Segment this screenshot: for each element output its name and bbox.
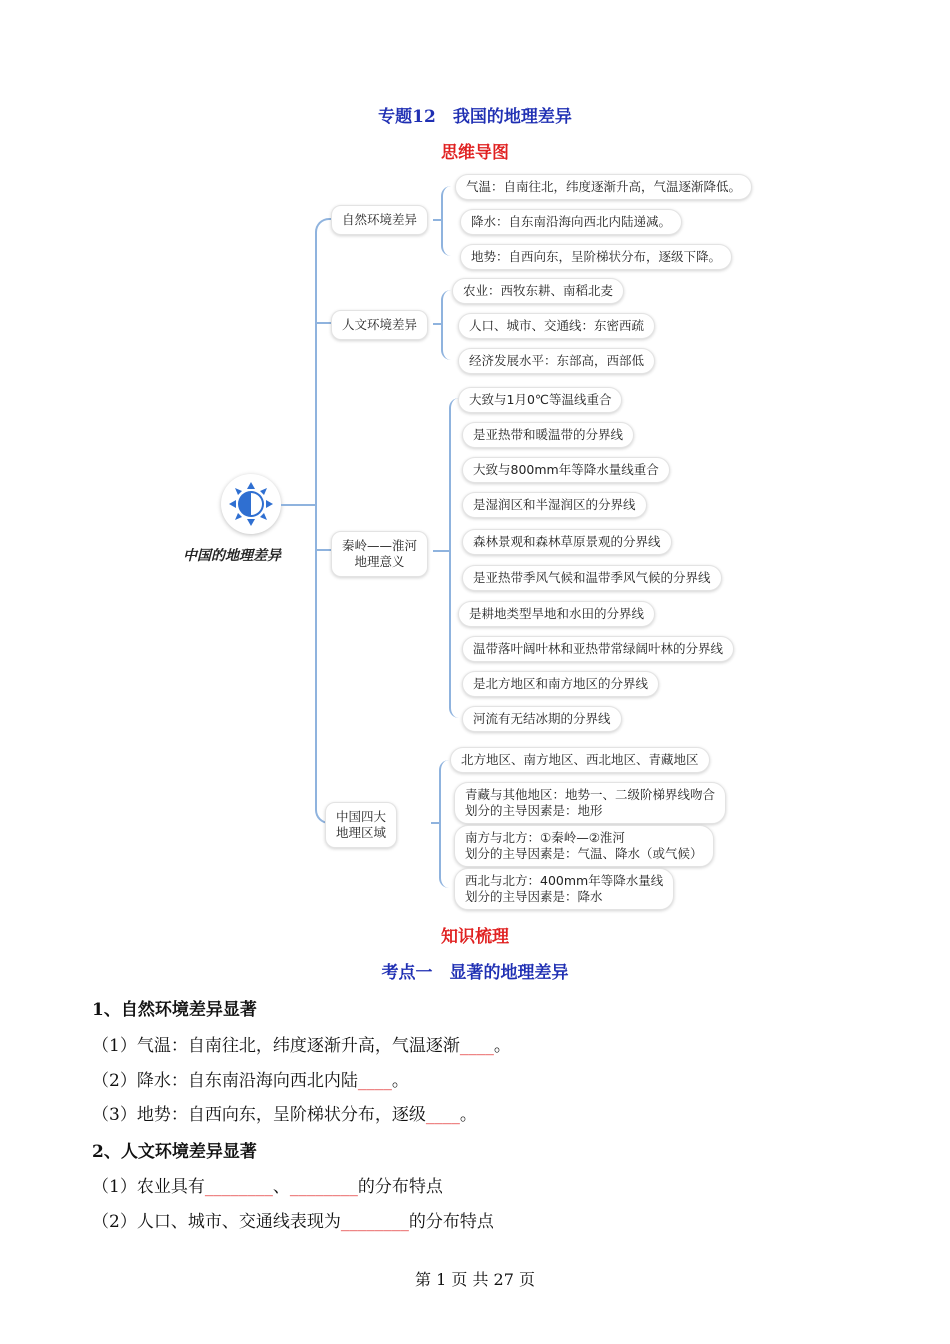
qinling-item-9: 是北方地区和南方地区的分界线 — [462, 671, 659, 697]
line-text: （1）农业具有 — [92, 1177, 205, 1197]
section-1-line-3 — [92, 1100, 477, 1125]
fill-blank[interactable]: ____ — [357, 1071, 392, 1091]
fill-blank[interactable]: ________ — [289, 1177, 358, 1197]
page-footer: 第 1 页 共 27 页 — [415, 1270, 535, 1289]
line-end: 的分布特点 — [357, 1177, 443, 1197]
regions-item-1-text: 北方地区、南方地区、西北地区、青藏地区 — [461, 752, 699, 767]
regions-item-4-line1: 西北与北方：400mm年等降水量线 — [465, 873, 664, 888]
knowledge-title: 知识梳理 — [441, 927, 509, 947]
category-regions-label-2: 地理区域 — [336, 825, 387, 840]
line-separator: 、 — [272, 1177, 290, 1197]
root-node — [221, 474, 281, 534]
category-four-regions — [325, 802, 397, 848]
regions-item-2-line2: 划分的主导因素是：地形 — [465, 803, 603, 818]
line-text: （1）气温：自南往北，纬度逐渐升高，气温逐渐 — [92, 1036, 460, 1056]
qinling-item-4: 是湿润区和半湿润区的分界线 — [462, 492, 647, 518]
category-qinling-label-1: 秦岭——淮河 — [342, 538, 418, 553]
regions-item-1 — [450, 747, 710, 773]
qinling-item-7: 是耕地类型旱地和水田的分界线 — [458, 601, 655, 627]
root-label: 中国的地理差异 — [183, 548, 281, 564]
section-1-heading: 1、自然环境差异显著 — [92, 1000, 257, 1020]
natural-item-temperature: 气温：自南往北，纬度逐渐升高，气温逐渐降低。 — [455, 174, 752, 200]
section-2-heading: 2、人文环境差异显著 — [92, 1142, 257, 1162]
regions-item-4-line2: 划分的主导因素是：降水 — [465, 889, 603, 904]
regions-item-4 — [454, 868, 674, 910]
section-2-line-2 — [92, 1207, 494, 1232]
human-item-economy: 经济发展水平：东部高，西部低 — [458, 348, 655, 374]
natural-item-precipitation: 降水：自东南沿海向西北内陆递减。 — [460, 209, 682, 235]
line-text: （2）降水：自东南沿海向西北内陆 — [92, 1071, 358, 1091]
qinling-item-5: 森林景观和森林草原景观的分界线 — [462, 529, 672, 555]
fill-blank[interactable]: ________ — [204, 1177, 273, 1197]
category-qinling-huaihe — [331, 531, 428, 577]
human-item-agriculture: 农业：西牧东耕、南稻北麦 — [452, 278, 624, 304]
mindmap-title: 思维导图 — [441, 143, 509, 163]
human-item-population: 人口、城市、交通线：东密西疏 — [458, 313, 655, 339]
fill-blank[interactable]: ____ — [425, 1105, 460, 1125]
qinling-item-6: 是亚热带季风气候和温带季风气候的分界线 — [462, 565, 722, 591]
fill-blank[interactable]: ____ — [459, 1036, 494, 1056]
line-end: 。 — [493, 1036, 511, 1056]
category-natural: 自然环境差异 — [331, 205, 428, 235]
regions-item-3-line1: 南方与北方：①秦岭—②淮河 — [465, 830, 625, 845]
regions-item-2 — [454, 782, 726, 824]
fill-blank[interactable]: ________ — [340, 1212, 409, 1232]
section-2-line-1 — [92, 1172, 443, 1197]
category-human: 人文环境差异 — [331, 310, 428, 340]
section-1-line-2 — [92, 1066, 409, 1091]
point-title: 考点一 显著的地理差异 — [381, 963, 569, 983]
sun-icon — [221, 474, 281, 534]
section-1-line-1 — [92, 1031, 511, 1056]
category-regions-label-1: 中国四大 — [336, 809, 387, 824]
qinling-item-1: 大致与1月0℃等温线重合 — [458, 387, 622, 413]
qinling-item-8: 温带落叶阔叶林和亚热带常绿阔叶林的分界线 — [462, 636, 734, 662]
line-text: （2）人口、城市、交通线表现为 — [92, 1212, 341, 1232]
qinling-item-2: 是亚热带和暖温带的分界线 — [462, 422, 634, 448]
line-end: 的分布特点 — [408, 1212, 494, 1232]
line-end: 。 — [459, 1105, 477, 1125]
natural-item-terrain: 地势：自西向东，呈阶梯状分布，逐级下降。 — [460, 244, 732, 270]
regions-item-3 — [454, 825, 714, 867]
qinling-item-3: 大致与800mm年等降水量线重合 — [462, 457, 670, 483]
qinling-item-10: 河流有无结冰期的分界线 — [462, 706, 622, 732]
regions-item-3-line2: 划分的主导因素是：气温、降水（或气候） — [465, 846, 703, 861]
regions-item-2-line1: 青藏与其他地区：地势一、二级阶梯界线吻合 — [465, 787, 716, 802]
topic-title: 专题12 我国的地理差异 — [378, 107, 572, 127]
line-text: （3）地势：自西向东，呈阶梯状分布，逐级 — [92, 1105, 426, 1125]
line-end: 。 — [391, 1071, 409, 1091]
category-qinling-label-2: 地理意义 — [354, 554, 405, 569]
